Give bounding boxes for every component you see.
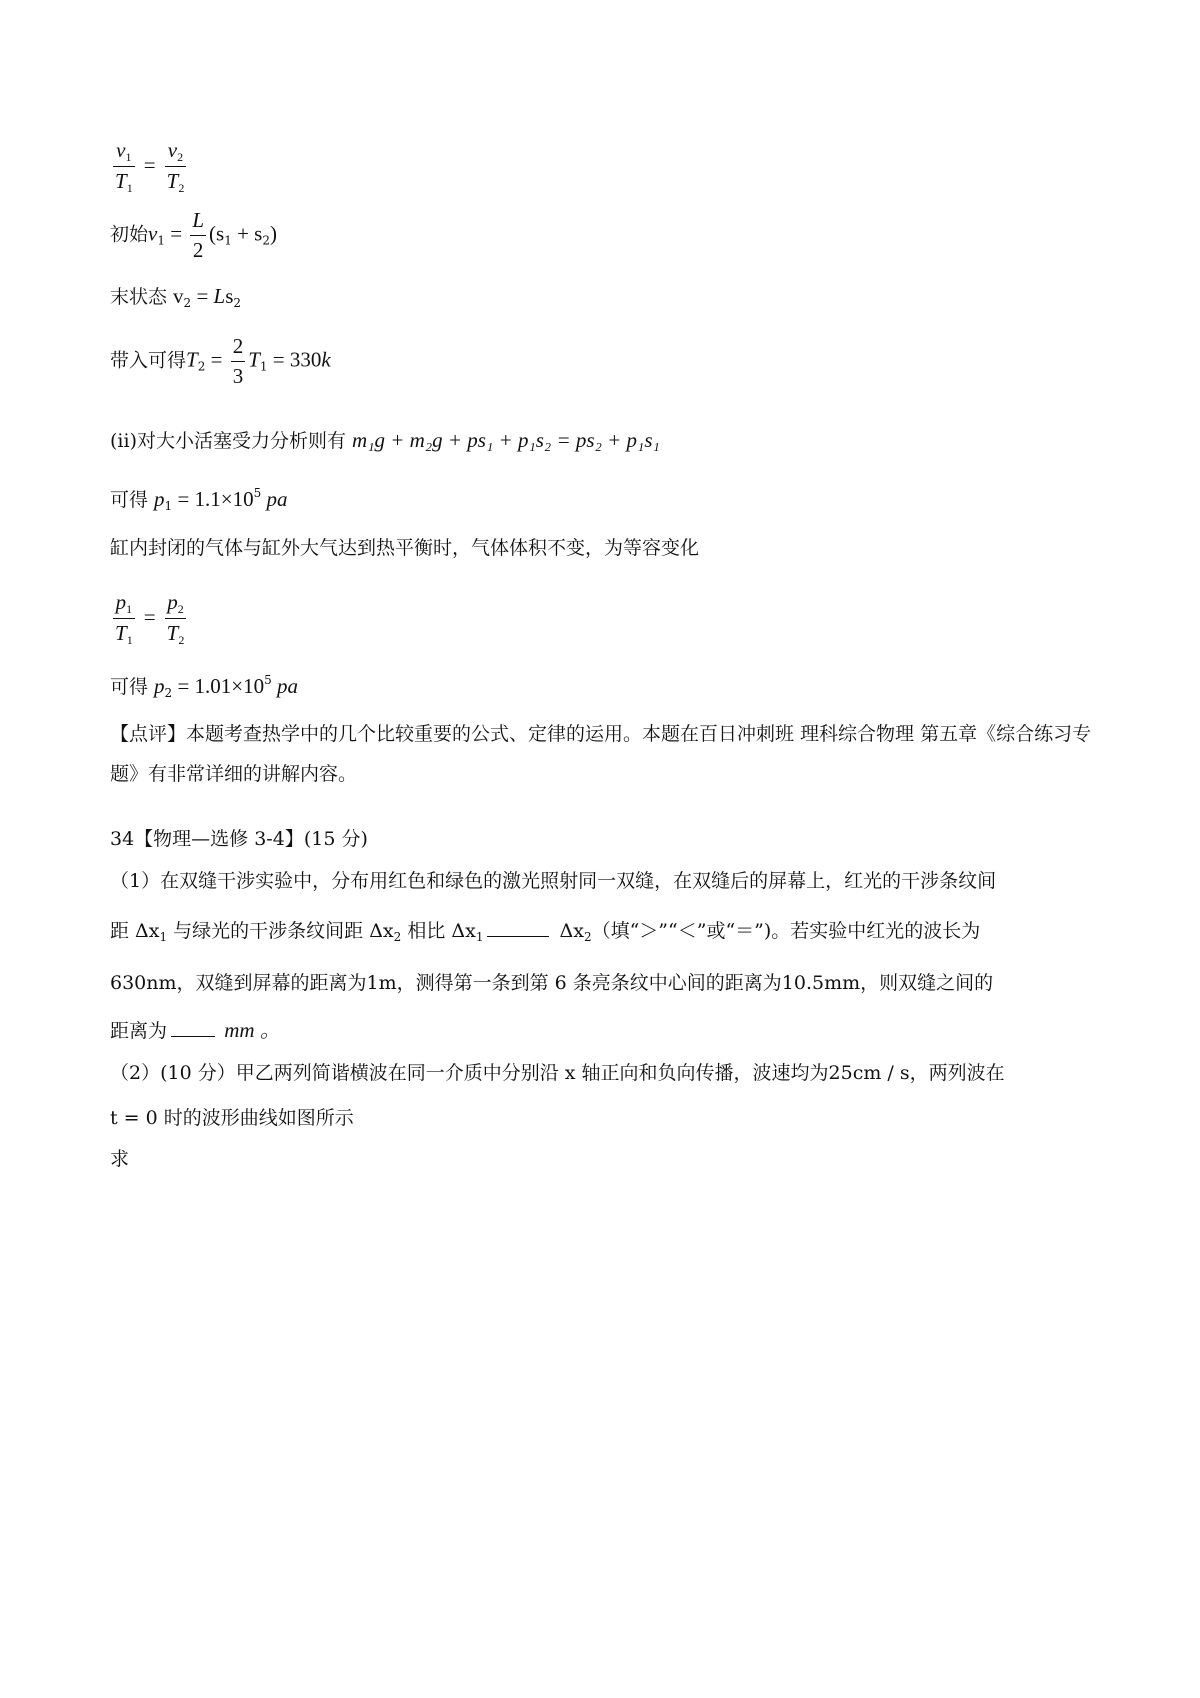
line-final-volume: 末状态 $v_2 = Ls_2$ <box>110 284 242 310</box>
question-34-1-line2: 距 $\Delta x_1$ 与绿光的干涉条纹间距 $\Delta x_2$ 相比 $\Delta x_1$ $\Delta x_2$（填“＞”“＜”或“＝”)。若实验中红光的波长为 <box>110 920 981 944</box>
line-p2-result: 可得 $p_2 = 1.01\times 10^5$ pa <box>110 673 299 700</box>
fraction-v2-T2: $\frac{v_2}{T_2}$ <box>166 138 185 196</box>
question-34-2-line1: （2）(10 分）甲乙两列简谐横波在同一介质中分别沿 x 轴正向和负向传播，波速均为25cm / s，两列波在 <box>110 1062 1005 1084</box>
equation-volume-temperature: $\frac{v_1}{T_1}$ = $\frac{v_2}{T_2}$ <box>115 138 185 196</box>
question-34-1-line1: （1）在双缝干涉实验中，分布用红色和绿色的激光照射同一双缝，在双缝后的屏幕上，红光的干涉条纹间 <box>110 870 997 892</box>
line-p1-result: 可得 $p_1 = 1.1\times 10^5$ pa <box>110 486 288 513</box>
review-comment: 【点评】本题考查热学中的几个比较重要的公式、定律的运用。本题在百日冲刺班 理科综合物理 第五章《综合练习专题》有非常详细的讲解内容。 <box>110 723 1092 785</box>
line-substitution-result: 带入可得$T_2$ = $\frac{2}{3}$ $T_1 = 330k$ <box>110 334 331 389</box>
answer-blank-compare <box>487 935 549 937</box>
question-34-1-line4: 距离为 mm 。 <box>110 1018 281 1042</box>
question-34-2-line3: 求 <box>110 1148 130 1170</box>
line-initial-volume: 初始$v_1$ = $\frac{L}{2}$ $(s_1 + s_2)$ <box>110 208 277 263</box>
question-34-1-line3: 630nm，双缝到屏幕的距离为1m，测得第一条到第 6 条亮条纹中心间的距离为10.5mm，则双缝之间的 <box>110 972 994 994</box>
line-force-analysis: (ii)对大小活塞受力分析则有 m₁g + m₂g + ps₁ + p₁s₂ = ps₂ + p₁s₁ <box>110 428 660 452</box>
answer-blank-slit-distance <box>171 1035 215 1037</box>
question-34-title: 34【物理—选修 3-4】(15 分) <box>110 828 368 850</box>
fraction-v1-T1: $\frac{v_1}{T_1}$ <box>115 138 133 196</box>
equation-pressure-temperature: $\frac{p_1}{T_1}$ = $\frac{p_2}{T_2}$ <box>115 590 185 648</box>
line-isochoric-statement: 缸内封闭的气体与缸外大气达到热平衡时，气体体积不变，为等容变化 <box>110 537 700 559</box>
question-34-2-line2: t = 0 时的波形曲线如图所示 <box>110 1107 354 1129</box>
